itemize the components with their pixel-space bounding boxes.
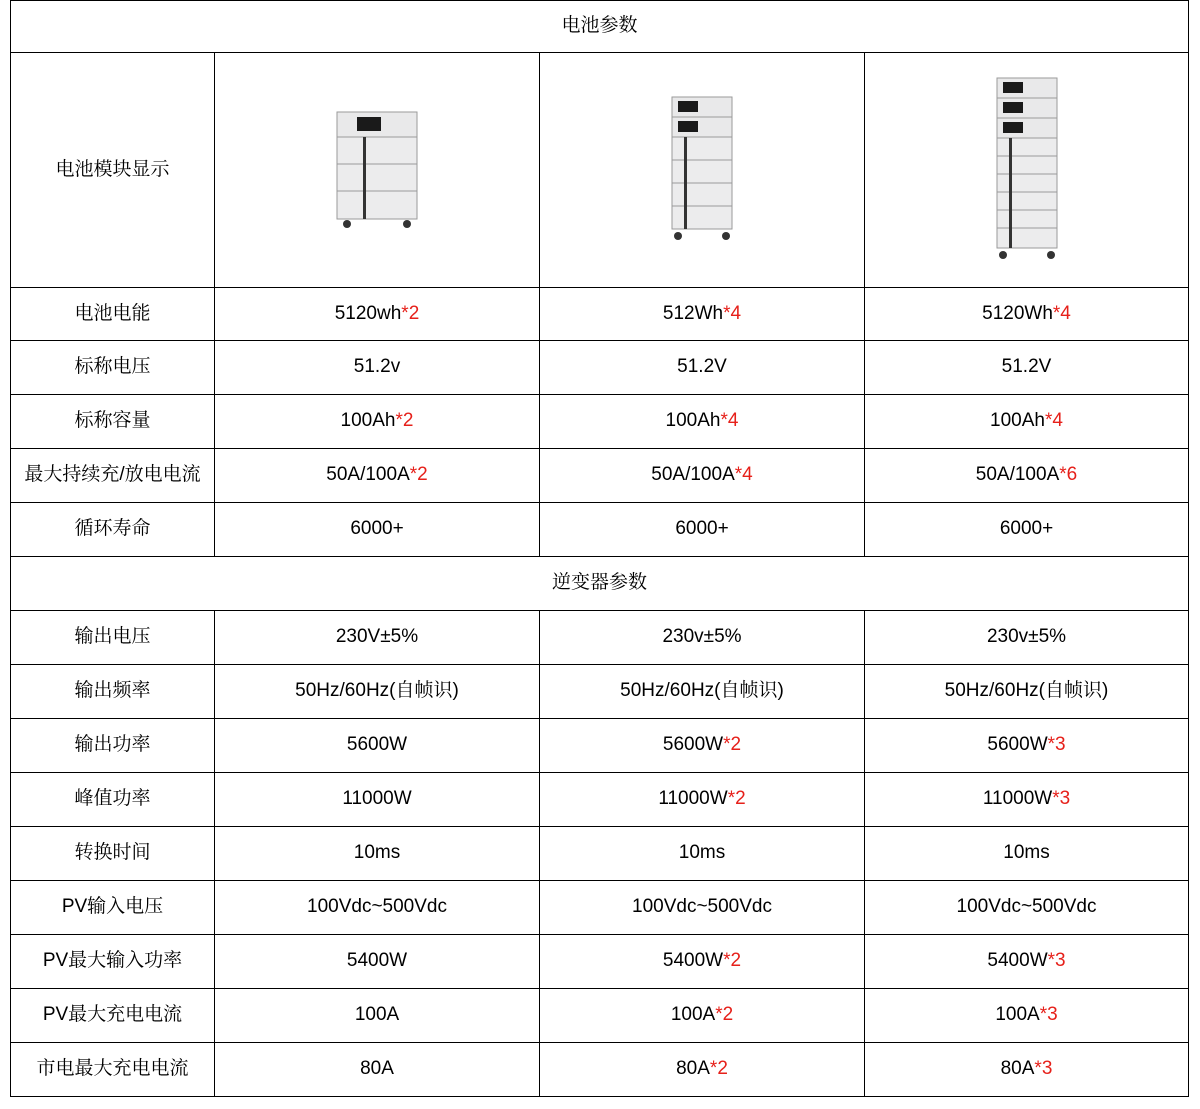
cell-value: 100Ah <box>665 410 721 432</box>
battery-section-header <box>11 1 1189 53</box>
multiplier-badge: *3 <box>1047 734 1066 756</box>
spec-row <box>11 935 1189 989</box>
value-cell <box>540 881 865 935</box>
cell-value: 100Ah <box>340 410 396 432</box>
value-cell <box>540 773 865 827</box>
cell-value: 100A <box>995 1004 1040 1026</box>
value-cell <box>865 449 1189 503</box>
multiplier-badge: *2 <box>395 410 414 432</box>
cell-value: 100Vdc~500Vdc <box>956 896 1097 918</box>
value-cell <box>215 719 540 773</box>
cell-value: 100A <box>670 1004 716 1026</box>
cell-value: 50A/100A <box>975 464 1060 486</box>
multiplier-badge: *2 <box>727 788 746 810</box>
cell-value: 100A <box>354 1004 400 1026</box>
spec-row <box>11 341 1189 395</box>
multiplier-badge: *3 <box>1047 950 1066 972</box>
row-label: 输出功率 <box>11 719 215 773</box>
cell-value: 51.2V <box>677 356 727 378</box>
spec-row <box>11 827 1189 881</box>
row-label: 最大持续充/放电电流 <box>11 449 215 503</box>
battery-stack-2-module-icon <box>327 110 427 230</box>
multiplier-badge: *4 <box>720 410 739 432</box>
cell-value: 5600W <box>987 734 1048 756</box>
cell-value: 10ms <box>1003 842 1050 864</box>
row-label: 标称容量 <box>11 395 215 449</box>
value-cell <box>540 719 865 773</box>
row-label: 电池电能 <box>11 288 215 341</box>
value-cell <box>865 827 1189 881</box>
spec-row <box>11 989 1189 1043</box>
inverter-section-title: 逆变器参数 <box>11 557 1189 611</box>
spec-table <box>10 0 1189 1097</box>
cell-value: 100Vdc~500Vdc <box>307 896 447 918</box>
value-cell <box>215 1043 540 1097</box>
value-cell <box>540 611 865 665</box>
value-cell <box>215 611 540 665</box>
multiplier-badge: *4 <box>1052 302 1071 324</box>
multiplier-badge: *2 <box>709 1058 728 1080</box>
value-cell <box>540 503 865 557</box>
battery-section-title: 电池参数 <box>11 1 1189 53</box>
row-label: 输出频率 <box>11 665 215 719</box>
value-cell <box>865 503 1189 557</box>
value-cell <box>540 665 865 719</box>
cell-value: 5120Wh <box>982 302 1053 324</box>
row-label: 输出电压 <box>11 611 215 665</box>
multiplier-badge: *4 <box>734 464 753 486</box>
value-cell <box>865 341 1189 395</box>
cell-value: 80A <box>676 1058 710 1080</box>
value-cell <box>540 989 865 1043</box>
value-cell <box>215 881 540 935</box>
cell-value: 11000W <box>658 788 728 810</box>
battery-stack-6-module-icon <box>987 76 1067 264</box>
value-cell <box>540 288 865 341</box>
multiplier-badge: *2 <box>715 1004 734 1026</box>
multiplier-badge: *6 <box>1059 464 1078 486</box>
value-cell <box>540 827 865 881</box>
row-label: PV最大输入功率 <box>11 935 215 989</box>
cell-value: 51.2V <box>1001 356 1052 378</box>
inverter-section-header <box>11 557 1189 611</box>
cell-value: 5600W <box>662 734 724 756</box>
row-label: 标称电压 <box>11 341 215 395</box>
cell-value: 230v±5% <box>986 626 1067 648</box>
module-display-label: 电池模块显示 <box>11 53 215 288</box>
multiplier-badge: *2 <box>409 464 428 486</box>
spec-row <box>11 395 1189 449</box>
cell-value: 10ms <box>678 842 726 864</box>
value-cell <box>865 989 1189 1043</box>
row-label: 转换时间 <box>11 827 215 881</box>
multiplier-badge: *2 <box>401 302 420 324</box>
value-cell <box>540 1043 865 1097</box>
multiplier-badge: *4 <box>1045 410 1063 432</box>
spec-row <box>11 719 1189 773</box>
value-cell <box>215 665 540 719</box>
cell-value: 6000+ <box>675 518 729 540</box>
value-cell <box>540 341 865 395</box>
multiplier-badge: *3 <box>1039 1004 1058 1026</box>
cell-value: 230v±5% <box>662 626 742 648</box>
multiplier-badge: *4 <box>723 302 742 324</box>
cell-value: 5120wh <box>334 302 402 324</box>
value-cell <box>540 935 865 989</box>
cell-value: 6000+ <box>999 518 1054 540</box>
value-cell <box>865 1043 1189 1097</box>
value-cell <box>215 341 540 395</box>
spec-row <box>11 611 1189 665</box>
cell-value: 50Hz/60Hz(自帧识) <box>944 680 1109 702</box>
cell-value: 11000W <box>982 788 1053 810</box>
cell-value: 230V±5% <box>335 626 419 648</box>
value-cell <box>215 773 540 827</box>
multiplier-badge: *2 <box>723 950 742 972</box>
cell-value: 100Vdc~500Vdc <box>632 896 772 918</box>
cell-value: 50A/100A <box>326 464 410 486</box>
value-cell <box>215 989 540 1043</box>
value-cell <box>865 395 1189 449</box>
cell-value: 5400W <box>346 950 408 972</box>
cell-value: 11000W <box>342 788 412 810</box>
value-cell <box>540 449 865 503</box>
value-cell <box>215 395 540 449</box>
row-label: PV最大充电电流 <box>11 989 215 1043</box>
row-label: 循环寿命 <box>11 503 215 557</box>
row-label: 市电最大充电电流 <box>11 1043 215 1097</box>
value-cell <box>215 935 540 989</box>
spec-row <box>11 449 1189 503</box>
value-cell <box>215 827 540 881</box>
spec-row <box>11 665 1189 719</box>
value-cell <box>215 503 540 557</box>
multiplier-badge: *2 <box>723 734 742 756</box>
cell-value: 50Hz/60Hz(自帧识) <box>620 680 784 702</box>
cell-value: 512Wh <box>662 302 724 324</box>
value-cell <box>865 719 1189 773</box>
row-label: PV输入电压 <box>11 881 215 935</box>
value-cell <box>215 288 540 341</box>
value-cell <box>865 773 1189 827</box>
multiplier-badge: *3 <box>1034 1058 1053 1080</box>
cell-value: 50A/100A <box>651 464 735 486</box>
module-display-row <box>11 53 1189 288</box>
cell-value: 10ms <box>353 842 401 864</box>
module-image-cell-2 <box>540 53 865 288</box>
cell-value: 5400W <box>987 950 1048 972</box>
cell-value: 51.2v <box>353 356 401 378</box>
spec-row <box>11 773 1189 827</box>
value-cell <box>865 881 1189 935</box>
cell-value: 100Ah <box>990 410 1045 432</box>
spec-row <box>11 288 1189 341</box>
spec-row <box>11 503 1189 557</box>
row-label: 峰值功率 <box>11 773 215 827</box>
cell-value: 6000+ <box>350 518 404 540</box>
value-cell <box>865 288 1189 341</box>
battery-stack-4-module-icon <box>662 95 742 245</box>
cell-value: 80A <box>1000 1058 1035 1080</box>
cell-value: 80A <box>360 1058 394 1080</box>
spec-row <box>11 1043 1189 1097</box>
module-image-cell-1 <box>215 53 540 288</box>
spec-row <box>11 881 1189 935</box>
cell-value: 5600W <box>346 734 408 756</box>
value-cell <box>865 935 1189 989</box>
value-cell <box>540 395 865 449</box>
value-cell <box>215 449 540 503</box>
multiplier-badge: *3 <box>1052 788 1071 810</box>
module-image-cell-3 <box>865 53 1189 288</box>
cell-value: 50Hz/60Hz(自帧识) <box>295 680 459 702</box>
value-cell <box>865 611 1189 665</box>
cell-value: 5400W <box>662 950 724 972</box>
value-cell <box>865 665 1189 719</box>
